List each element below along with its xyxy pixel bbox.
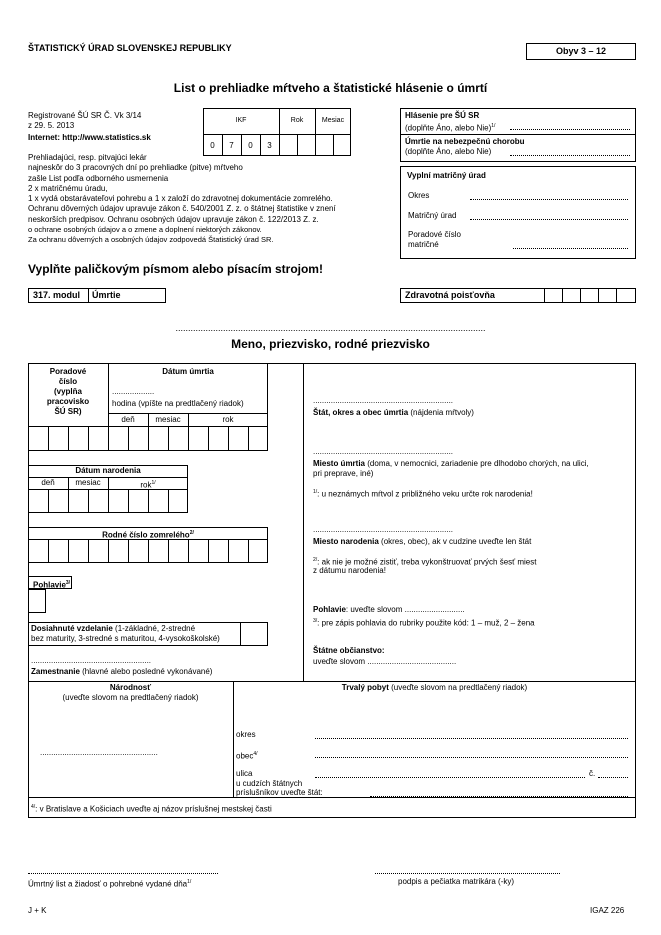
birth-day-label: deň: [41, 478, 55, 487]
ikf-digit-4: 3: [267, 141, 272, 150]
footer-left: J + K: [28, 906, 47, 915]
gender-input-box[interactable]: [28, 589, 46, 613]
name-section-label: Meno, priezvisko, rodné priezvisko: [231, 337, 430, 351]
hlasenie-sub: (doplňte Áno, alebo Nie)$^{1/}$: [405, 123, 496, 133]
gender-title: Pohlavie$^{3/}$: [33, 580, 71, 590]
foreigner-label-2: príslušníkov uveďte štát:: [236, 788, 323, 797]
name-dots: ............................................................................................................................: [175, 323, 486, 333]
miesto-umrtia-sub2: pri preprave, iné): [313, 469, 374, 478]
umrtie-choroba-label: Úmrtie na nebezpečnú chorobu: [405, 137, 525, 146]
birth-number-title: Rodné číslo zomrelého$^{2/}$: [102, 530, 194, 540]
birth-date-title: Dátum narodenia: [75, 466, 141, 475]
residence-title: Trvalý pobyt (uveďte slovom na predtlačený riadok): [341, 683, 528, 692]
ikf-digit-3: 0: [248, 141, 253, 150]
ikf-digit-2: 7: [229, 141, 234, 150]
nationality-sub: (uveďte slovom na predtlačený riadok): [62, 693, 199, 702]
rok-label: Rok: [290, 117, 304, 124]
matricny-urad-label: Matričný úrad: [408, 211, 457, 220]
fill-note: Vyplňte paličkovým písmom alebo písacím strojom!: [28, 262, 323, 276]
gender-text-field: Pohlavie: uveďte slovom ...........................: [313, 605, 465, 614]
insurance-label[interactable]: Zdravotná poisťovňa: [405, 290, 495, 300]
education-sub: bez maturity, 3-stredné s maturitou, 4-vysokoškolské): [31, 634, 220, 643]
education-label: Dosiahnuté vzdelanie (1-základné, 2-stredné: [31, 624, 196, 633]
death-year-label: rok: [222, 415, 234, 424]
page-title: List o prehliadke mŕtveho a štatistické hlásenie o úmrtí: [173, 81, 488, 95]
citizenship-label: uveďte slovom ........................................: [313, 657, 457, 666]
hlasenie-label: Hlásenie pre ŠÚ SR: [405, 111, 480, 120]
residence-okres-label: okres: [236, 730, 256, 739]
miesto-umrtia-dots: ...............................................................: [313, 447, 454, 456]
registration-line2: z 29. 5. 2013: [28, 121, 75, 130]
nationality-title: Národnosť: [109, 683, 152, 692]
stat-dots: ...............................................................: [313, 396, 454, 405]
note-2-line2: z dátumu narodenia!: [313, 566, 386, 575]
internet-address: Internet: http://www.statistics.sk: [28, 133, 151, 142]
form-code: Obyv 3 – 12: [526, 43, 636, 60]
residence-c-label: č.: [589, 769, 596, 778]
residence-ulica-label: ulica: [236, 769, 253, 778]
instructions: Prehliadajúci, resp. pitvajúci lekár najneskôr do 3 pracovných dní po prehliadke (pitve) mŕtveho zašle List podľa odborného usmernenia 2 x matričnému úradu, 1 x vydá obstarávateľovi pohrebu a 1 x založí do zdravotnej dokumentácie zomrelého. Ochranu dôverných údajov upravuje zákon č. 540/2001 Z. z. o štátnej štatistike v znení neskorších predpisov. Ochranu osobných údajov upravuje zákon č. 122/2013 Z. z. o ochrane osobných údajov a o zmene a doplnení niektorých zákonov. Za ochranu dôverných a osobných údajov zodpovedá Štatistický úrad SR.: [28, 153, 336, 245]
occupation-dots: ......................................................: [31, 656, 152, 665]
note-4: $^{4/}$: v Bratislave a Košiciach uveďte aj názov príslušnej mestskej časti: [31, 804, 272, 814]
poradove-cislo-label: Poradové číslo: [408, 230, 461, 239]
poradove-cislo-sr: Poradové číslo (vyplňa pracovisko ŠÚ SR): [46, 367, 90, 416]
note-2: $^{2/}$: ak nie je možné zistiť, treba vykonštruovať prvých šesť miest: [313, 557, 537, 567]
death-certificate-date-label: Úmrtný list a žiadosť o pohrebné vydané dňa$^{1/}$: [28, 879, 192, 889]
ikf-label: IKF: [235, 117, 247, 124]
death-month-label: mesiac: [155, 415, 181, 424]
miesto-narodenia-dots: ...............................................................: [313, 525, 454, 534]
stat-okres-obec-label: Štát, okres a obec úmrtia (nájdenia mŕtvoly): [313, 408, 474, 417]
registrar-signature-label: podpis a pečiatka matrikára (-ky): [398, 877, 515, 886]
death-date-title: Dátum úmrtia: [162, 367, 214, 376]
miesto-umrtia-label: Miesto úmrtia (doma, v nemocnici, zariadenie pre dlhodobo chorých, na ulici,: [313, 459, 589, 468]
ikf-digit-1: 0: [210, 141, 215, 150]
note-1: $^{1/}$: u neznámych mŕtvol z približného veku určte rok narodenia!: [313, 489, 533, 499]
birth-year-label: rok$^{1/}$: [140, 480, 156, 490]
nationality-dots: .....................................................: [40, 748, 158, 757]
modul-label: Úmrtie: [92, 290, 121, 300]
note-3: $^{3/}$: pre zápis pohlavia do rubriky použite kód: 1 – muž, 2 – žena: [313, 618, 535, 628]
foreigner-label-1: u cudzích štátnych: [236, 779, 303, 788]
death-day-label: deň: [121, 415, 135, 424]
citizenship-title: Štátne občianstvo:: [313, 646, 385, 655]
registry-office-title: Vyplní matričný úrad: [407, 171, 486, 180]
birth-month-label: mesiac: [75, 478, 101, 487]
footer-right: IGAZ 226: [590, 906, 625, 915]
matricne-label: matričné: [408, 240, 439, 249]
okres-label: Okres: [408, 191, 430, 200]
registration-line1: Registrované ŠÚ SR Č. Vk 3/14: [28, 111, 142, 120]
hour-label: hodina (vpíšte na predtlačený riadok): [112, 399, 244, 408]
hour-dots: ...................: [112, 387, 155, 396]
occupation-label: Zamestnanie (hlavné alebo posledné vykonávané): [31, 667, 213, 676]
umrtie-choroba-sub: (doplňte Áno, alebo Nie): [405, 147, 492, 156]
miesto-narodenia-label: Miesto narodenia (okres, obec), ak v cudzine uveďte len štát: [313, 537, 532, 546]
office-name: ŠTATISTICKÝ ÚRAD SLOVENSKEJ REPUBLIKY: [28, 43, 232, 53]
mesiac-label: Mesiac: [321, 117, 345, 124]
modul-number: 317. modul: [33, 290, 81, 300]
residence-obec-label: obec$^{4/}$: [236, 751, 258, 761]
